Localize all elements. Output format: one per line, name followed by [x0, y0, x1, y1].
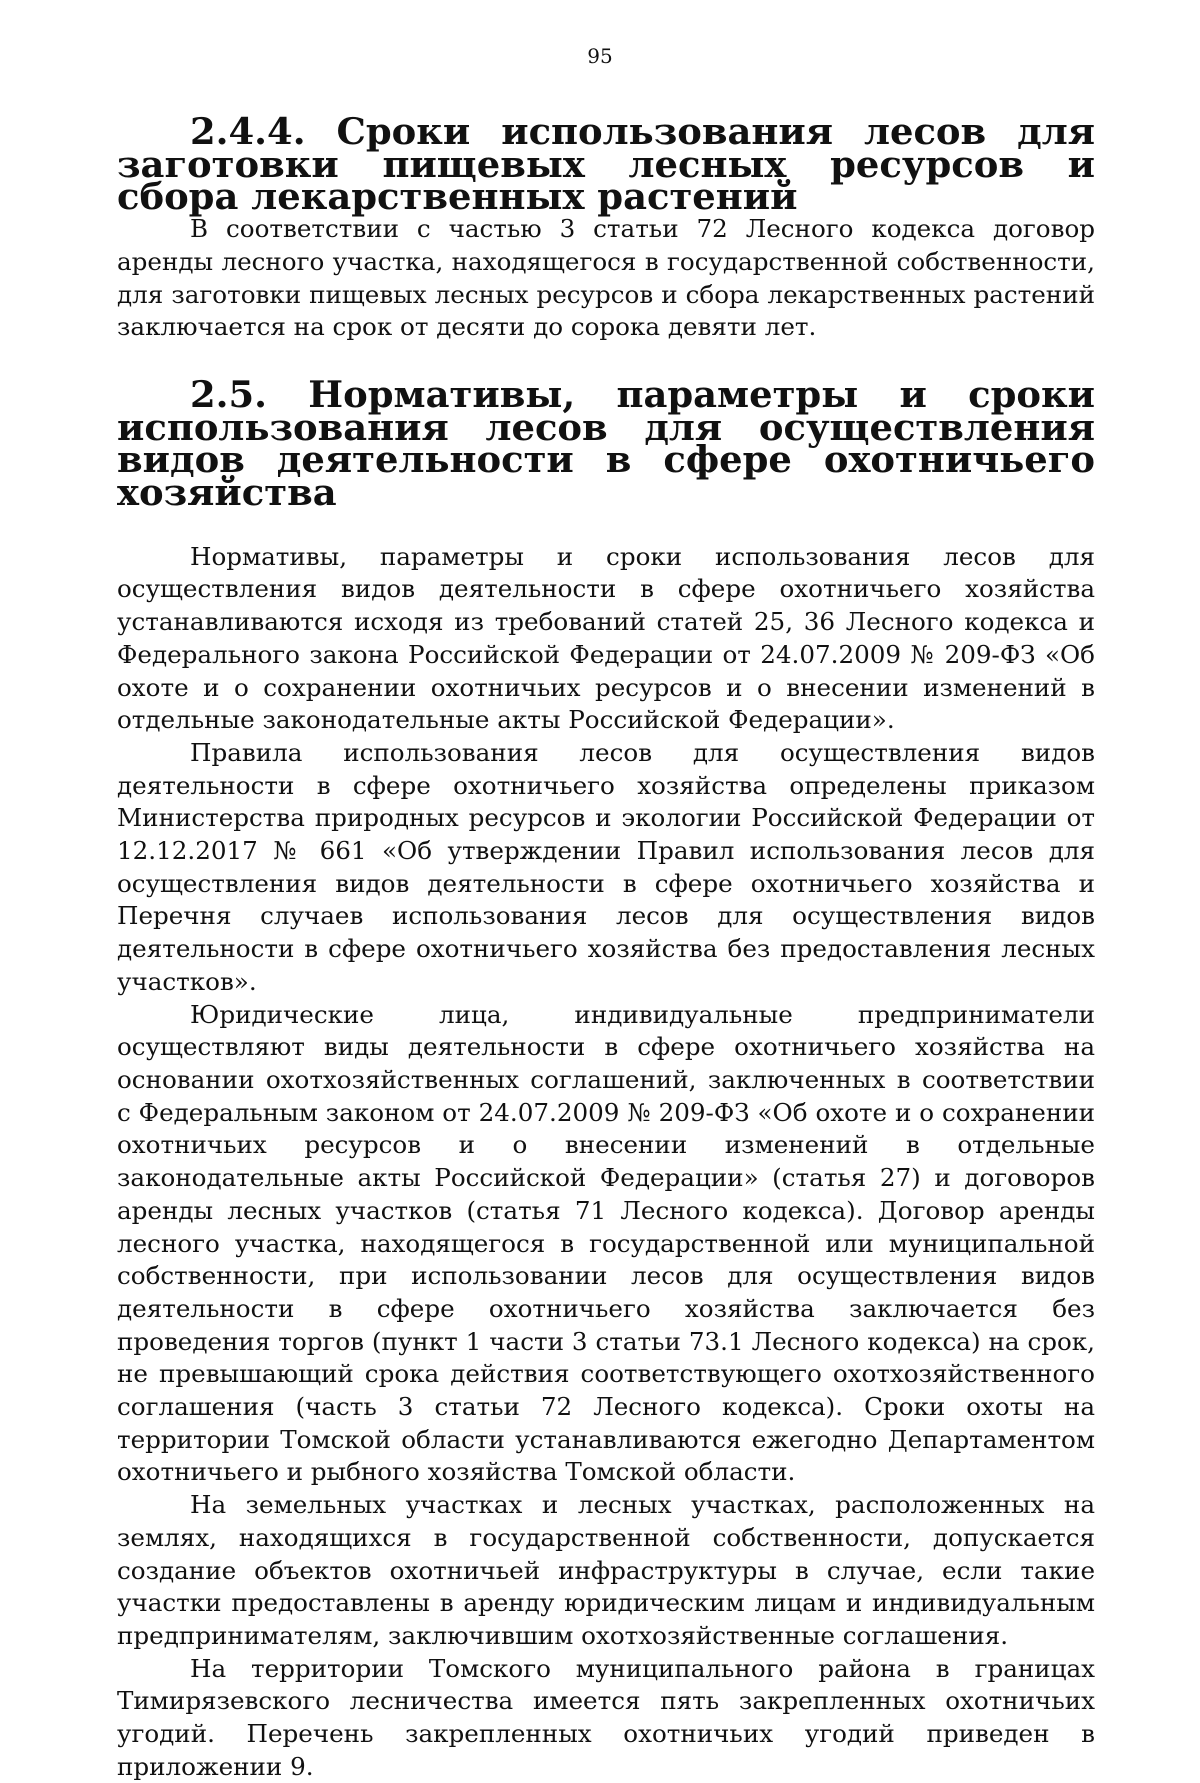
paragraph: Юридические лица, индивидуальные предприниматели осуществляют виды деятельности в сфере охотничьего хозяйства на основании охотхозяйственных соглашений, заключенных в соответствии с Федеральным законом от 24.07.2009 № 209-ФЗ «Об охоте и о сохранении охотничьих ресурсов и о внесении изменений в отдельные законодательные акты Российской Федерации» (статья 27) и договоров аренды лесных участков (статья 71 Лесного кодекса). Договор аренды лесного участка, находящегося в государственной или муниципальной собственности, при использовании лесов для осуществления видов деятельности в сфере охотничьего хозяйства заключается без проведения торгов (пункт 1 части 3 статьи 73.1 Лесного кодекса) на срок, не превышающий срока действия соответствующего охотхозяйственного соглашения (часть 3 статьи 72 Лесного кодекса). Сроки охоты на территории Томской области устанавливаются ежегодно Департаментом охотничьего и рыбного хозяйства Томской области.: [117, 999, 1095, 1487]
paragraph: В соответствии с частью 3 статьи 72 Лесного кодекса договор аренды лесного участка, находящегося в государственной собственности, для заготовки пищевых лесных ресурсов и сбора лекарственных растений заключается на срок от десяти до сорока девяти лет.: [117, 214, 1095, 342]
page-number: 95: [587, 44, 613, 68]
section-heading-2-4-4: 2.4.4. Сроки использования лесов для заготовки пищевых лесных ресурсов и сбора лекарственных растений: [117, 109, 1095, 219]
page-content: [117, 109, 1095, 1783]
section-heading-2-5: 2.5. Нормативы, параметры и сроки использования лесов для осуществления видов деятельности в сфере охотничьего хозяйства: [117, 371, 1095, 515]
paragraph: На земельных участках и лесных участках, расположенных на землях, находящихся в государственной собственности, допускается создание объектов охотничьей инфраструктуры в случае, если такие участки предоставлены в аренду юридическим лицам и индивидуальным предпринимателям, заключившим охотхозяйственные соглашения.: [117, 1490, 1095, 1650]
paragraph: На территории Томского муниципального района в границах Тимирязевского лесничества имеется пять закрепленных охотничьих угодий. Перечень закрепленных охотничьих угодий приведен в приложении 9.: [117, 1653, 1095, 1781]
paragraph: Нормативы, параметры и сроки использования лесов для осуществления видов деятельности в сфере охотничьего хозяйства устанавливаются исходя из требований статей 25, 36 Лесного кодекса и Федерального закона Российской Федерации от 24.07.2009 № 209-ФЗ «Об охоте и о сохранении охотничьих ресурсов и о внесении изменений в отдельные законодательные акты Российской Федерации».: [117, 541, 1095, 735]
paragraph: Правила использования лесов для осуществления видов деятельности в сфере охотничьего хозяйства определены приказом Министерства природных ресурсов и экологии Российской Федерации от 12.12.2017 № 661 «Об утверждении Правил использования лесов для осуществления видов деятельности в сфере охотничьего хозяйства и Перечня случаев использования лесов для осуществления видов деятельности в сфере охотничьего хозяйства без предоставления лесных участков».: [117, 737, 1095, 996]
